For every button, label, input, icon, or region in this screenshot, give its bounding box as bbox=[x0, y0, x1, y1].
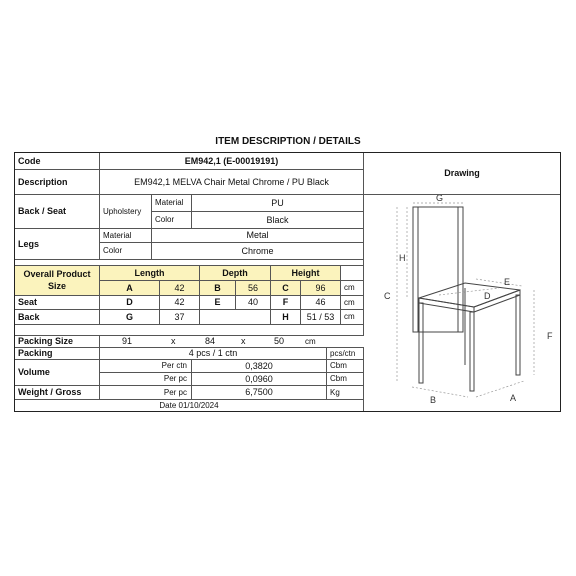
dim-e-marker: E bbox=[504, 277, 511, 287]
packing-size-width: 84 bbox=[205, 336, 216, 346]
drawing-panel bbox=[364, 153, 560, 411]
dim-b-marker: B bbox=[430, 395, 437, 405]
chair-leg-back-right bbox=[516, 295, 520, 375]
packing-size-label: Packing Size bbox=[15, 336, 100, 348]
overall-unit: cm bbox=[341, 281, 364, 296]
volume-per-pc-value: 0,0960 bbox=[192, 373, 327, 386]
blank-cell bbox=[341, 266, 364, 281]
dim-g-letter: G bbox=[100, 310, 160, 325]
volume-per-pc-unit: Cbm bbox=[327, 373, 364, 386]
dim-e-value: 40 bbox=[236, 296, 271, 310]
volume-per-pc-label: Per pc bbox=[100, 373, 192, 386]
chair-drawing bbox=[364, 195, 560, 411]
upholstery-label: Upholstery bbox=[100, 195, 152, 229]
dim-e-letter: E bbox=[200, 296, 236, 310]
dim-f-letter: F bbox=[271, 296, 301, 310]
volume-label: Volume bbox=[15, 360, 100, 386]
dim-c-letter: C bbox=[271, 281, 301, 296]
dim-d-marker: D bbox=[484, 291, 491, 301]
packing-size-row bbox=[100, 336, 364, 348]
packing-value: 4 pcs / 1 ctn bbox=[100, 348, 327, 360]
height-header: Height bbox=[271, 266, 341, 281]
dim-d-letter: D bbox=[100, 296, 160, 310]
depth-header: Depth bbox=[200, 266, 271, 281]
code-value: EM942,1 (E-00019191) bbox=[100, 153, 364, 170]
chair-leg-front-right bbox=[470, 312, 474, 391]
code-label: Code bbox=[15, 153, 100, 170]
drawing-label: Drawing bbox=[364, 153, 560, 195]
dim-b-value: 56 bbox=[236, 281, 271, 296]
weight-per-pc-label: Per pc bbox=[100, 386, 192, 400]
bs-material-label: Material bbox=[152, 195, 192, 212]
volume-per-ctn-unit: Cbm bbox=[327, 360, 364, 373]
packing-unit: pcs/ctn bbox=[327, 348, 364, 360]
bs-color-value: Black bbox=[192, 212, 364, 229]
volume-per-ctn-value: 0,3820 bbox=[192, 360, 327, 373]
packing-size-length: 91 bbox=[122, 336, 133, 346]
volume-per-ctn-label: Per ctn bbox=[100, 360, 192, 373]
dim-c-value: 96 bbox=[301, 281, 341, 296]
page-title: ITEM DESCRIPTION / DETAILS bbox=[215, 136, 361, 147]
weight-unit: Kg bbox=[327, 386, 364, 400]
packing-size-x1: x bbox=[171, 336, 176, 346]
dim-g-value: 37 bbox=[160, 310, 200, 325]
overall-size-label-1: Overall Product bbox=[23, 269, 91, 279]
dim-h-letter: H bbox=[271, 310, 301, 325]
dim-h-value: 51 / 53 bbox=[301, 310, 341, 325]
legs-color-label: Color bbox=[100, 243, 152, 260]
packing-size-x2: x bbox=[241, 336, 246, 346]
dim-d-value: 42 bbox=[160, 296, 200, 310]
dim-h-marker: H bbox=[399, 253, 406, 263]
description-value: EM942,1 MELVA Chair Metal Chrome / PU Black bbox=[100, 170, 364, 195]
legs-color-value: Chrome bbox=[152, 243, 364, 260]
dim-b-letter: B bbox=[200, 281, 236, 296]
dim-g-marker: G bbox=[436, 195, 444, 203]
spacer-row bbox=[15, 325, 364, 336]
seat-label: Seat bbox=[15, 296, 100, 310]
packing-size-unit: cm bbox=[305, 336, 316, 346]
dim-a-letter: A bbox=[100, 281, 160, 296]
date-stamp: Date 01/10/2024 bbox=[15, 400, 364, 411]
bs-color-label: Color bbox=[152, 212, 192, 229]
bs-material-value: PU bbox=[192, 195, 364, 212]
overall-size-label bbox=[15, 266, 100, 296]
legs-material-value: Metal bbox=[152, 229, 364, 243]
legs-label: Legs bbox=[15, 229, 100, 260]
back-seat-label: Back / Seat bbox=[15, 195, 100, 229]
dim-f-marker: F bbox=[547, 331, 553, 341]
chair-leg-front-left bbox=[419, 303, 423, 383]
blank-cell bbox=[200, 310, 271, 325]
chair-backrest bbox=[413, 207, 463, 332]
seat-unit: cm bbox=[341, 296, 364, 310]
length-header: Length bbox=[100, 266, 200, 281]
overall-size-label-2: Size bbox=[47, 281, 66, 291]
dim-f-value: 46 bbox=[301, 296, 341, 310]
weight-label: Weight / Gross bbox=[15, 386, 100, 400]
description-label: Description bbox=[15, 170, 100, 195]
dim-a-marker: A bbox=[510, 393, 517, 403]
back-label: Back bbox=[15, 310, 100, 325]
legs-material-label: Material bbox=[100, 229, 152, 243]
dim-a-value: 42 bbox=[160, 281, 200, 296]
back-unit: cm bbox=[341, 310, 364, 325]
packing-size-height: 50 bbox=[274, 336, 285, 346]
weight-value: 6,7500 bbox=[192, 386, 327, 400]
spec-sheet bbox=[14, 152, 561, 412]
dim-c-marker: C bbox=[384, 291, 391, 301]
packing-label: Packing bbox=[15, 348, 100, 360]
